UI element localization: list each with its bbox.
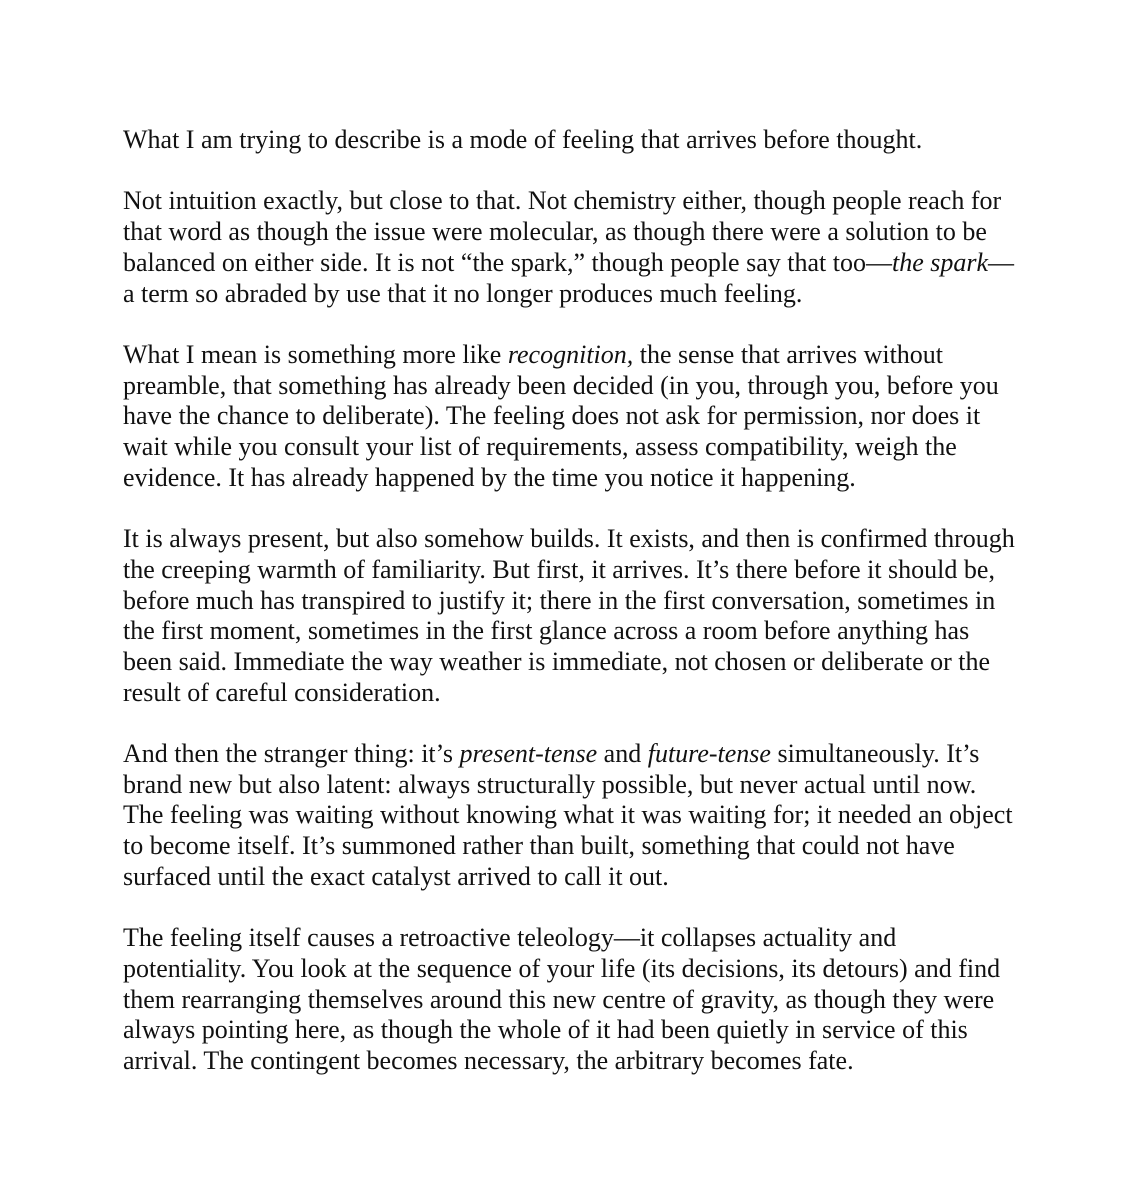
text-line: [123, 371, 1063, 402]
text-line: [123, 1015, 1063, 1046]
text-line: [123, 340, 1063, 371]
text-run: The feeling was waiting without knowing what it was waiting for; it needed an object: [123, 800, 1013, 830]
text-line: [123, 217, 1063, 248]
text-line: [123, 401, 1063, 432]
document-body: [123, 125, 1063, 1107]
text-run: result of careful consideration.: [123, 677, 441, 707]
text-run: them rearranging themselves around this new centre of gravity, as though they were: [123, 984, 995, 1014]
text-run: What I am trying to describe is a mode of feeling that arrives before thought.: [123, 125, 923, 154]
text-run: the sense that arrives without: [633, 339, 944, 369]
text-run: the creeping warmth of familiarity. But first, it arrives. It’s there before it should be,: [123, 554, 995, 584]
text-line: [123, 524, 1063, 555]
text-run: arrival. The contingent becomes necessary, the arbitrary becomes fate.: [123, 1046, 854, 1076]
text-run: the first moment, sometimes in the first glance across a room before anything has: [123, 616, 970, 646]
text-line: [123, 432, 1063, 463]
text-run: preamble, that something has already been decided (in you, through you, before you: [123, 370, 999, 400]
text-run: It is always present, but also somehow builds. It exists, and then is confirmed through: [123, 524, 1015, 554]
text-run: always pointing here, as though the whole of it had been quietly in service of this: [123, 1015, 968, 1045]
text-run: surfaced until the exact catalyst arrived to call it out.: [123, 861, 669, 891]
text-run: And then the stranger thing: it’s: [123, 739, 460, 768]
paragraph: [123, 125, 1063, 156]
text-line: [123, 555, 1063, 586]
text-run: and: [597, 739, 648, 768]
italic-text: future-tense: [647, 739, 771, 768]
text-run: —: [988, 247, 1015, 277]
text-run: simultaneously. It’s: [770, 739, 980, 768]
paragraph: [123, 186, 1063, 309]
italic-text: present-tense: [459, 739, 598, 768]
text-line: [123, 739, 1063, 770]
paragraph: [123, 739, 1063, 893]
text-line: [123, 586, 1063, 617]
text-line: [123, 678, 1063, 709]
paragraph: [123, 340, 1063, 494]
text-run: brand new but also latent: always structurally possible, but never actual until now.: [123, 769, 977, 799]
text-line: [123, 770, 1063, 801]
text-line: [123, 1046, 1063, 1077]
text-line: [123, 186, 1063, 217]
text-run: potentiality. You look at the sequence of your life (its decisions, its detours) and find: [123, 953, 1001, 983]
text-run: that word as though the issue were molecular, as though there were a solution to be: [123, 217, 987, 247]
text-line: [123, 248, 1063, 279]
text-line: [123, 923, 1063, 954]
text-run: before much has transpired to justify it; there in the first conversation, sometimes in: [123, 585, 996, 615]
text-line: [123, 831, 1063, 862]
text-run: wait while you consult your list of requirements, assess compatibility, weigh the: [123, 432, 957, 461]
paragraph: [123, 524, 1063, 708]
italic-text: recognition,: [507, 339, 634, 369]
text-run: to become itself. It’s summoned rather than built, something that could not have: [123, 831, 955, 861]
text-line: [123, 862, 1063, 893]
italic-text: the spark: [891, 247, 989, 277]
text-run: evidence. It has already happened by the time you notice it happening.: [123, 462, 856, 492]
text-line: [123, 125, 1063, 156]
text-line: [123, 647, 1063, 678]
text-line: [123, 616, 1063, 647]
text-line: [123, 800, 1063, 831]
text-run: Not intuition exactly, but close to that. Not chemistry either, though people reach for: [123, 186, 1002, 216]
text-run: been said. Immediate the way weather is immediate, not chosen or deliberate or the: [123, 646, 991, 676]
text-line: [123, 279, 1063, 310]
text-line: [123, 985, 1063, 1016]
text-run: a term so abraded by use that it no longer produces much feeling.: [123, 278, 803, 308]
text-line: [123, 463, 1063, 494]
text-run: balanced on either side. It is not “the spark,” though people say that too—: [123, 247, 892, 277]
paragraph: [123, 923, 1063, 1077]
text-line: [123, 954, 1063, 985]
text-run: The feeling itself causes a retroactive teleology—it collapses actuality and: [123, 923, 897, 953]
text-run: have the chance to deliberate). The feeling does not ask for permission, nor does it: [123, 401, 981, 431]
text-run: What I mean is something more like: [123, 339, 508, 369]
